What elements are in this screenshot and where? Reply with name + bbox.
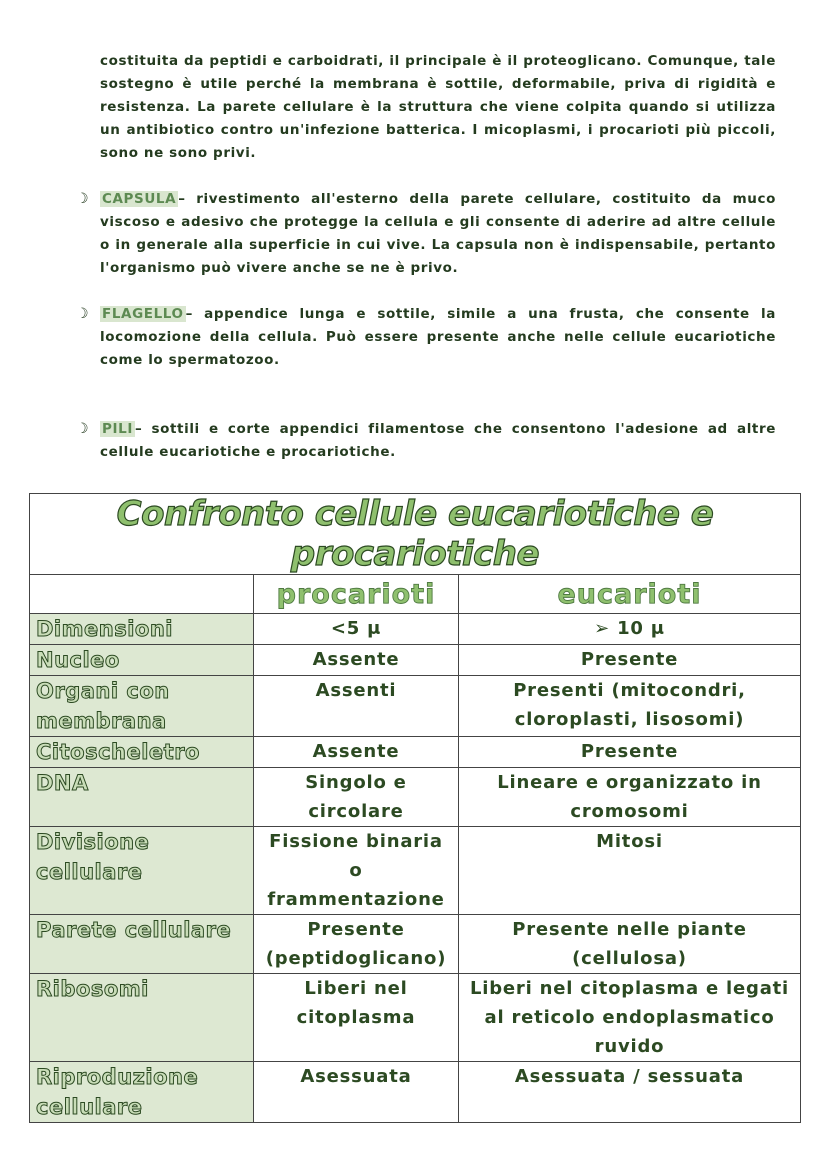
cell-procarioti: Presente (peptidoglicano) xyxy=(254,915,459,974)
table-row xyxy=(30,1062,801,1123)
row-label: Nucleo xyxy=(30,645,254,676)
row-label: Riproduzione cellulare xyxy=(30,1062,254,1123)
row-label: Parete cellulare xyxy=(30,915,254,974)
intro-paragraph: costituita da peptidi e carboidrati, il principale è il proteoglicano. Comunque, tale sostegno è utile perché la membrana è sottile, deformabile, priva di rigidità e resistenza. La parete cellulare è la struttura che viene colpita quando si utilizza un antibiotico contro un'infezione batterica. I micoplasmi, i procarioti più piccoli, sono ne sono privi. xyxy=(100,53,776,161)
bullet-text xyxy=(100,418,776,464)
term-highlight: PILI xyxy=(102,421,133,437)
crescent-moon-icon: ☽ xyxy=(76,306,89,322)
comparison-table xyxy=(29,493,801,1123)
bullet-description: – rivestimento all'esterno della parete cellulare, costituito da muco viscoso e adesivo che protegge la cellula e gli consente di aderire ad altre cellule o in generale alla superficie in cui vive. La capsula non è indispensabile, pertanto l'organismo può vivere anche se ne è privo. xyxy=(100,191,776,276)
cell-eucarioti: Asessuata / sessuata xyxy=(459,1062,801,1123)
cell-eucarioti: Presenti (mitocondri, cloroplasti, lisosomi) xyxy=(459,676,801,737)
cell-procarioti: <5 μ xyxy=(254,614,459,645)
bullet-capsula xyxy=(70,188,776,280)
row-label: Ribosomi xyxy=(30,974,254,1062)
cell-procarioti: Fissione binaria o frammentazione xyxy=(254,827,459,915)
cell-procarioti: Asessuata xyxy=(254,1062,459,1123)
column-header-eucarioti: eucarioti xyxy=(459,575,801,614)
bullet-text xyxy=(100,188,776,280)
cell-procarioti: Assenti xyxy=(254,676,459,737)
bullet-flagello xyxy=(70,303,776,372)
cell-procarioti: Singolo e circolare xyxy=(254,768,459,827)
cell-eucarioti: Mitosi xyxy=(459,827,801,915)
cell-eucarioti: ➢ 10 μ xyxy=(459,614,801,645)
row-label: Dimensioni xyxy=(30,614,254,645)
table-row xyxy=(30,645,801,676)
crescent-moon-icon: ☽ xyxy=(76,421,89,437)
term-highlight: FLAGELLO xyxy=(102,306,184,322)
bullet-text xyxy=(100,303,776,372)
cell-eucarioti: Liberi nel citoplasma e legati al reticolo endoplasmatico ruvido xyxy=(459,974,801,1062)
table-row xyxy=(30,614,801,645)
cell-eucarioti: Presente nelle piante (cellulosa) xyxy=(459,915,801,974)
column-header-procarioti: procarioti xyxy=(254,575,459,614)
cell-procarioti: Assente xyxy=(254,645,459,676)
table-row xyxy=(30,737,801,768)
table-row xyxy=(30,827,801,915)
bullet-description: – appendice lunga e sottile, simile a una frusta, che consente la locomozione della cellula. Può essere presente anche nelle cellule eucariotiche come lo spermatozoo. xyxy=(100,306,776,368)
cell-eucarioti: Lineare e organizzato in cromosomi xyxy=(459,768,801,827)
table-title: Confronto cellule eucariotiche e procariotiche xyxy=(30,494,801,575)
row-label: Divisione cellulare xyxy=(30,827,254,915)
table-row xyxy=(30,974,801,1062)
bullet-description: – sottili e corte appendici filamentose che consentono l'adesione ad altre cellule eucariotiche e procariotiche. xyxy=(100,421,776,460)
bullet-pili xyxy=(70,418,776,464)
cell-eucarioti: Presente xyxy=(459,737,801,768)
cell-procarioti: Liberi nel citoplasma xyxy=(254,974,459,1062)
cell-procarioti: Assente xyxy=(254,737,459,768)
crescent-moon-icon: ☽ xyxy=(76,191,89,207)
row-label: DNA xyxy=(30,768,254,827)
table-row xyxy=(30,768,801,827)
cell-eucarioti: Presente xyxy=(459,645,801,676)
row-label: Citoscheletro xyxy=(30,737,254,768)
term-highlight: CAPSULA xyxy=(102,191,177,207)
table-row xyxy=(30,676,801,737)
row-label: Organi con membrana xyxy=(30,676,254,737)
header-empty-cell xyxy=(30,575,254,614)
table-row xyxy=(30,915,801,974)
